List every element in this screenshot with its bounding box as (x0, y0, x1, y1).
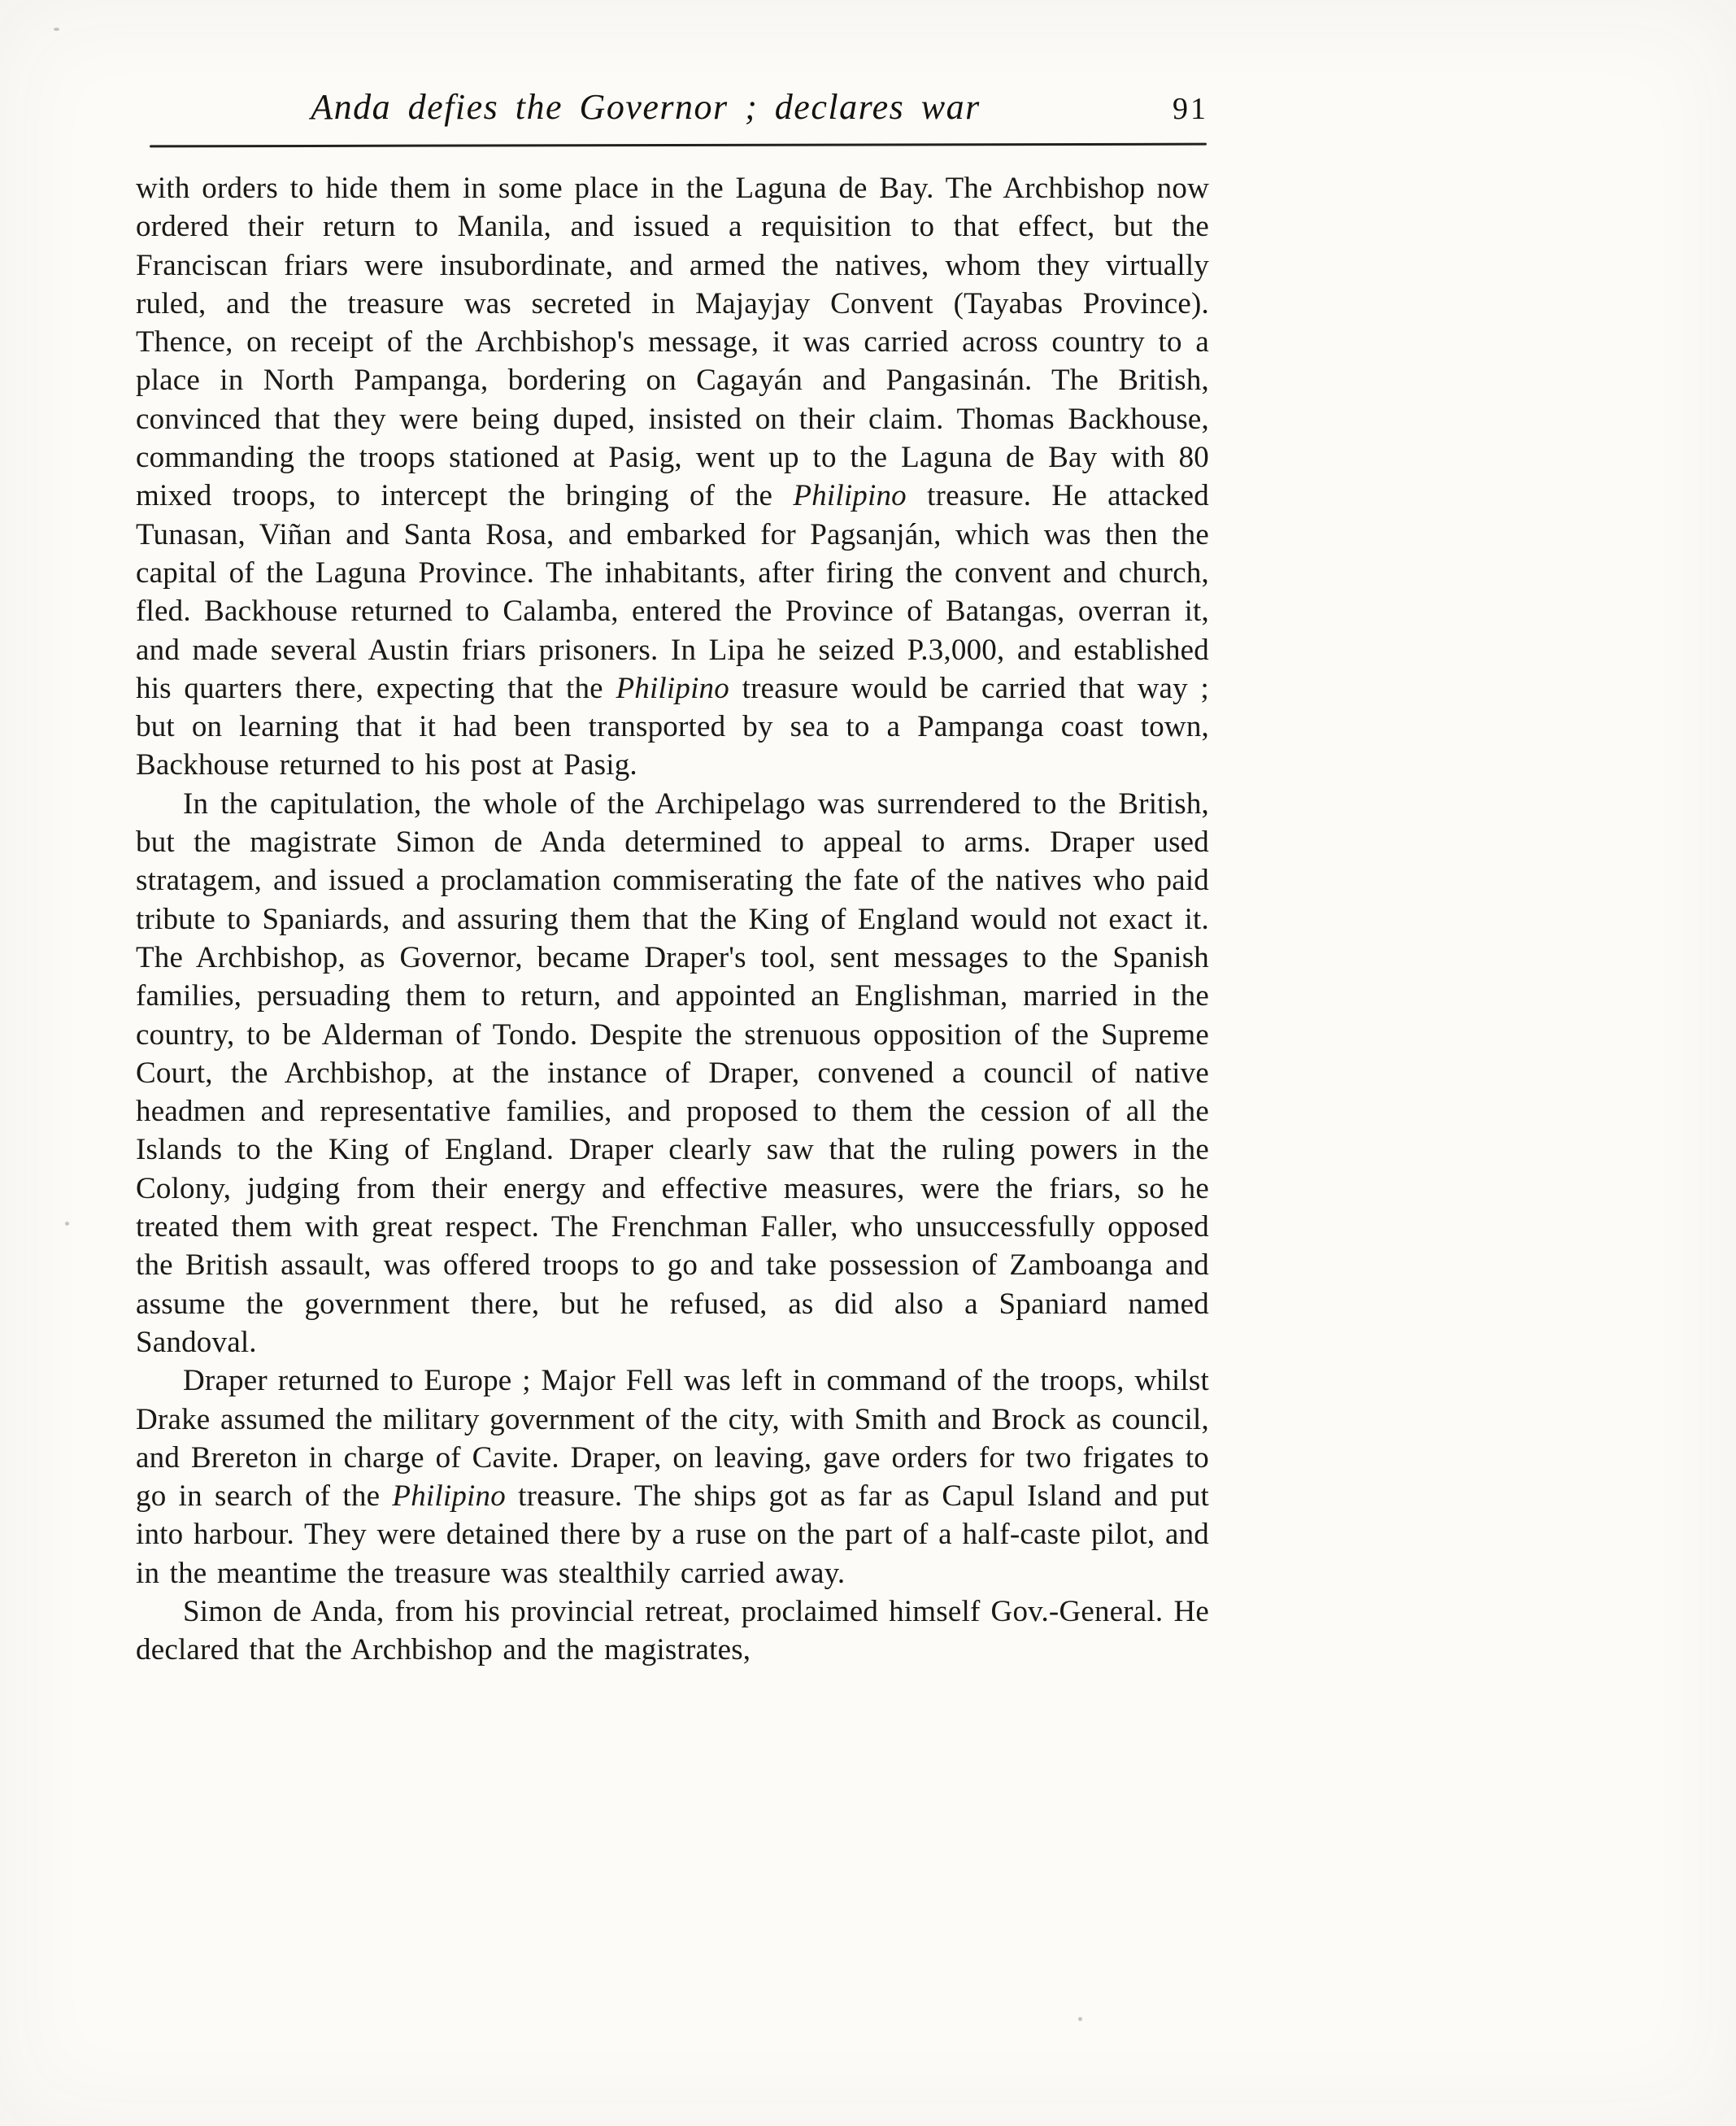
text-run: Draper returned to Europe ; Major Fell was left in command of the troops, whilst Drake assumed the military government of the city, with Smith and Brock as council, and Brereton in charge of Cavite. Draper, on leaving, gave orders for two frigates to go in search of the (136, 1364, 1209, 1514)
running-title: Anda defies the Governor ; declares war (311, 87, 981, 127)
text-run: Simon de Anda, from his provincial retreat, proclaimed himself Gov.-General. He declared that the Archbishop and the magistrates, (136, 1594, 1209, 1667)
paragraph (136, 1592, 1209, 1670)
text-run: treasure. He attacked Tunasan, Viñan and Santa Rosa, and embarked for Pagsanján, which was then the capital of the Laguna Province. The inhabitants, after firing the convent and church, fled. Backhouse returned to Calamba, entered the Province of Batangas, overran it, and made several Austin friars prisoners. In Lipa he seized P.3,000, and established his quarters there, expecting that the (136, 479, 1209, 705)
italic-text-run: Philipino (616, 671, 729, 705)
paragraph (136, 785, 1209, 1361)
text-run: In the capitulation, the whole of the Archipelago was surrendered to the British, but the magistrate Simon de Anda determined to appeal to arms. Draper used stratagem, and issued a proclamation commiserating the fate of the natives who paid tribute to Spaniards, and assuring them that the King of England would not exact it. The Archbishop, as Governor, became Draper's tool, sent messages to the Spanish families, persuading them to return, and appointed an Englishman, married in the country, to be Alderman of Tondo. Despite the strenuous opposition of the Supreme Court, the Archbishop, at the instance of Draper, convened a council of native headmen and representative families, and proposed to them the cession of all the Islands to the King of England. Draper clearly saw that the ruling powers in the Colony, judging from their energy and effective measures, were the friars, so he treated them with great respect. The Frenchman Faller, who unsuccessfully opposed the British assault, was offered troops to go and take possession of Zamboanga and assume the government there, but he refused, as did also a Spaniard named Sandoval. (136, 786, 1209, 1359)
italic-text-run: Philipino (392, 1479, 506, 1514)
text-run: treasure. The ships got as far as Capul Island and put into harbour. They were detained there by a ruse on the part of a half-caste pilot, and in the meantime the treasure was stealthily carried away. (136, 1479, 1209, 1590)
text-run: with orders to hide them in some place in the Laguna de Bay. The Archbishop now ordered their return to Manila, and issued a requisition to that effect, but the Franciscan friars were insubordinate, and armed the natives, whom they virtually ruled, and the treasure was secreted in Majayjay Convent (Tayabas Province). Thence, on receipt of the Archbishop's message, it was carried across country to a place in North Pampanga, bordering on Cagayán and Pangasinán. The British, convinced that they were being duped, insisted on their claim. Thomas Backhouse, commanding the troops stationed at Pasig, went up to the Laguna de Bay with 80 mixed troops, to intercept the bringing of the (136, 172, 1209, 513)
header-rule (150, 143, 1207, 148)
italic-text-run: Philipino (793, 479, 907, 513)
page-header (137, 86, 1212, 138)
scan-speck (1078, 2017, 1082, 2021)
scan-speck (65, 1222, 69, 1226)
text-run: treasure would be carried that way ; but on learning that it had been transported by sea to a Pampanga coast town, Backhouse returned to his post at Pasig. (136, 671, 1209, 782)
text-block (136, 169, 1209, 1670)
page-number: 91 (1173, 92, 1208, 126)
paragraph (136, 169, 1209, 785)
scan-speck (54, 28, 59, 31)
paragraph (136, 1361, 1209, 1592)
